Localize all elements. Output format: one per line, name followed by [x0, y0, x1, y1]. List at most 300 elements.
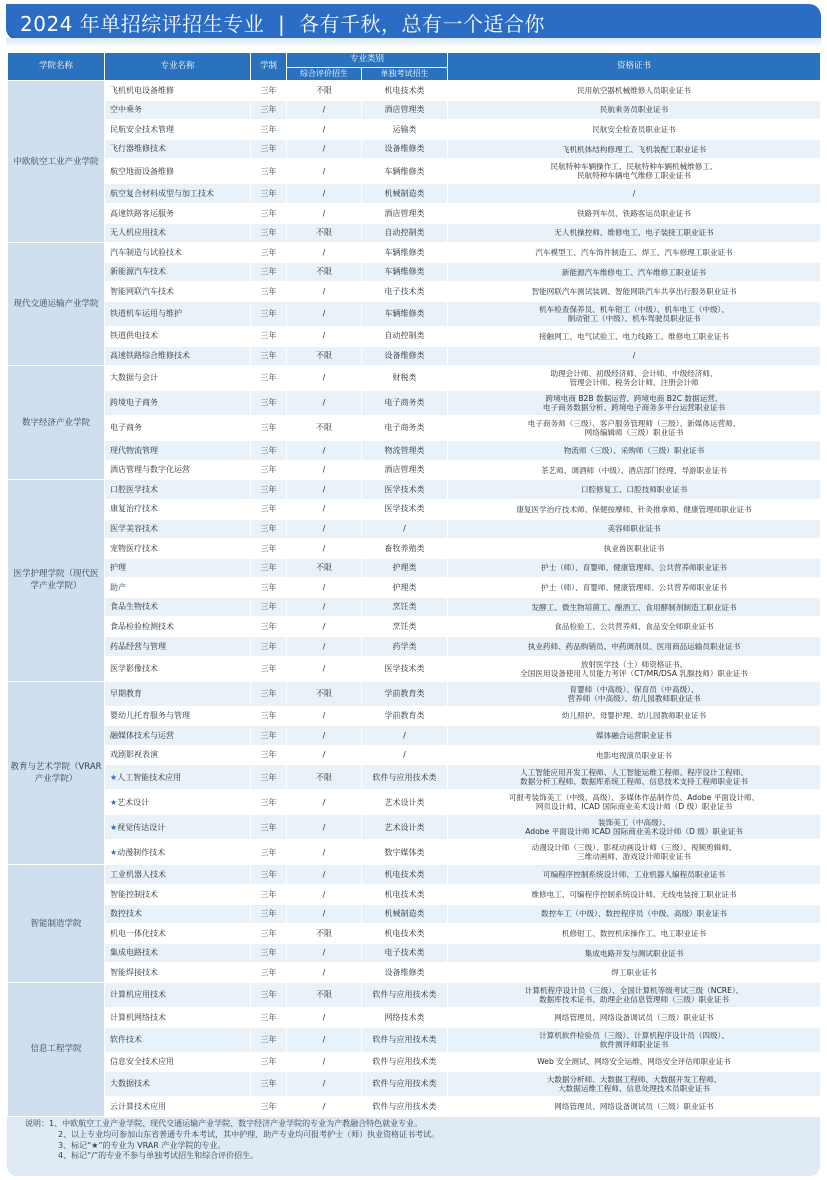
duration-cell: 三年 — [251, 159, 287, 184]
table-row — [8, 460, 821, 480]
single-exam-cell: 车辆维修类 — [362, 243, 448, 263]
certificate-line: 可编程序控制系统设计师、工业机器人编程员职业证书 — [542, 870, 726, 880]
single-exam-cell: 软件与应用技术类 — [362, 765, 448, 790]
banner-title: 2024 年单招综评招生专业 — [20, 12, 265, 36]
major-name-cell — [105, 840, 251, 865]
duration-cell: 三年 — [251, 139, 287, 159]
comprehensive-cell: 不限 — [287, 765, 362, 790]
major-name-cell — [105, 963, 251, 983]
comprehensive-cell: / — [287, 706, 362, 726]
major-name-cell — [105, 81, 251, 101]
comprehensive-cell: 不限 — [287, 558, 362, 578]
header-single: 单独考试招生 — [362, 68, 448, 81]
certificate-line: / — [632, 351, 636, 361]
footnotes — [25, 1119, 805, 1162]
single-exam-cell: 设备维修类 — [362, 963, 448, 983]
major-name: 婴幼儿托育服务与管理 — [110, 711, 190, 721]
comprehensive-cell: / — [287, 943, 362, 963]
certificate-line: 接触网工、电气试验工、电力线路工、维修电工职业证书 — [539, 331, 729, 341]
comprehensive-cell: / — [287, 301, 362, 326]
major-name: 口腔医学技术 — [110, 484, 158, 494]
certificate-cell — [448, 1008, 820, 1028]
duration-cell: 三年 — [251, 765, 287, 790]
duration-cell: 三年 — [251, 539, 287, 559]
single-exam-cell: 网络技术类 — [362, 1008, 448, 1028]
table-row — [8, 1097, 821, 1117]
table-row — [8, 223, 821, 243]
major-name: 医学美容技术 — [110, 524, 158, 534]
comprehensive-cell: / — [287, 617, 362, 637]
major-name: 智能网联汽车技术 — [110, 286, 174, 296]
certificate-cell — [448, 904, 820, 924]
certificate-cell — [448, 120, 820, 140]
duration-cell: 三年 — [251, 120, 287, 140]
duration-cell: 三年 — [251, 617, 287, 637]
single-exam-cell: 护理类 — [362, 558, 448, 578]
table-row — [8, 637, 821, 657]
major-name: 数控技术 — [110, 909, 142, 919]
major-name: 铁道供电技术 — [110, 331, 158, 341]
single-exam-cell: 艺术设计类 — [362, 815, 448, 840]
duration-cell: 三年 — [251, 243, 287, 263]
certificate-line: 可报考装饰美工（中级、高级）、多媒体作品制作员、Adobe 平面设计师、 — [508, 793, 760, 803]
single-exam-cell: 运输类 — [362, 120, 448, 140]
certificate-line: 口腔修复工、口腔技师职业证书 — [580, 485, 688, 495]
certificate-cell — [448, 765, 820, 790]
major-name: 计算机应用技术 — [110, 990, 166, 1000]
major-name: 康复治疗技术 — [110, 504, 158, 514]
comprehensive-cell: / — [287, 159, 362, 184]
duration-cell: 三年 — [251, 865, 287, 885]
certificate-line: 执业兽医职业证书 — [603, 543, 665, 553]
comprehensive-cell: / — [287, 790, 362, 815]
certificate-line: 民用航空器机械维修人员职业证书 — [577, 85, 691, 95]
duration-cell: 三年 — [251, 391, 287, 416]
single-exam-cell: 软件与应用技术类 — [362, 1027, 448, 1052]
major-name-cell — [105, 326, 251, 346]
major-name-cell — [105, 597, 251, 617]
major-name-cell — [105, 1008, 251, 1028]
certificate-cell — [448, 1097, 820, 1117]
duration-cell: 三年 — [251, 1052, 287, 1072]
major-name-cell — [105, 983, 251, 1008]
major-name-cell — [105, 282, 251, 302]
note-line: 2、以上专业均可参加山东省普通专升本考试，其中护理、助产专业均可报考护士（师）执业资格证书考试。 — [58, 1129, 440, 1139]
certificate-cell — [448, 963, 820, 983]
single-exam-cell: 自动控制类 — [362, 326, 448, 346]
duration-cell: 三年 — [251, 637, 287, 657]
certificate-line: 集成电路开发与测试职业证书 — [584, 948, 684, 958]
certificate-line: 电子商务师（三级）、客户服务管理师（三级）、新媒体运营师、 — [527, 419, 741, 429]
comprehensive-cell: / — [287, 243, 362, 263]
single-exam-cell: 烹饪类 — [362, 617, 448, 637]
certificate-line: 护士（师）、育婴师、健康管理师、公共营养师职业证书 — [540, 563, 728, 573]
major-name: 软件技术 — [110, 1034, 142, 1044]
single-exam-cell: 酒店管理类 — [362, 100, 448, 120]
major-name: 人工智能技术应用 — [117, 772, 182, 782]
certificate-cell — [448, 681, 820, 706]
major-name: 计算机网络技术 — [110, 1012, 166, 1022]
comprehensive-cell: / — [287, 1052, 362, 1072]
header-cert: 资格证书 — [448, 53, 820, 81]
single-exam-cell: 学前教育类 — [362, 706, 448, 726]
major-name: 艺术设计 — [117, 797, 150, 807]
certificate-cell — [448, 617, 820, 637]
certificate-cell — [448, 1072, 820, 1097]
single-exam-cell: 机电技术类 — [362, 81, 448, 101]
major-name-cell — [105, 539, 251, 559]
comprehensive-cell: 不限 — [287, 262, 362, 282]
certificate-line: 康复医学治疗技术师、保健按摩师、针灸推拿师、健康管理师职业证书 — [516, 504, 752, 514]
major-name: 工业机器人技术 — [110, 869, 166, 879]
certificate-line: 民航乘务员职业证书 — [599, 105, 669, 115]
certificate-cell — [448, 100, 820, 120]
major-name-cell — [105, 865, 251, 885]
certificate-line: 放射医学技（士）师资格证书、 — [580, 659, 688, 669]
major-name-cell — [105, 1027, 251, 1052]
comprehensive-cell: / — [287, 184, 362, 204]
major-name-cell — [105, 346, 251, 366]
major-name-cell — [105, 1097, 251, 1117]
duration-cell: 三年 — [251, 815, 287, 840]
major-name: 空中乘务 — [110, 105, 142, 115]
certificate-line: 执业药师、药品购销员、中药调剂员、医用商品运输员职业证书 — [527, 641, 741, 651]
major-name: 宠物医疗技术 — [110, 543, 158, 553]
table-row — [8, 243, 821, 263]
major-name: 大数据技术 — [110, 1079, 150, 1089]
table-row — [8, 519, 821, 539]
table-row — [8, 301, 821, 326]
comprehensive-cell: / — [287, 366, 362, 391]
certificate-cell — [448, 706, 820, 726]
duration-cell: 三年 — [251, 366, 287, 391]
certificate-line: 装饰美工（中高级）、 — [597, 818, 671, 828]
major-name-cell — [105, 499, 251, 519]
certificate-line: 网络管理员、网络设备调试员（三级）职业证书 — [554, 1101, 714, 1111]
certificate-line: Web 安全测试、网络安全运维、网络安全评估师职业证书 — [537, 1057, 731, 1067]
star-marker: ★ — [110, 822, 118, 832]
certificate-line: / — [632, 189, 636, 199]
comprehensive-cell: / — [287, 100, 362, 120]
banner-text — [20, 8, 545, 37]
comprehensive-cell: / — [287, 282, 362, 302]
single-exam-cell: 电子技术类 — [362, 943, 448, 963]
comprehensive-cell: / — [287, 203, 362, 223]
header-comprehensive: 综合评价招生 — [287, 68, 362, 81]
single-exam-cell: 机械制造类 — [362, 184, 448, 204]
certificate-cell — [448, 499, 820, 519]
table-row — [8, 1052, 821, 1072]
certificate-cell — [448, 637, 820, 657]
major-name-cell — [105, 460, 251, 480]
certificate-line: 电影电视演员职业证书 — [596, 750, 672, 760]
duration-cell: 三年 — [251, 203, 287, 223]
duration-cell: 三年 — [251, 578, 287, 598]
major-name-cell — [105, 1072, 251, 1097]
major-name: 飞行器维修技术 — [110, 144, 166, 154]
comprehensive-cell: / — [287, 840, 362, 865]
certificate-line: 数据分析工程师、数据库系统工程师、信息技术支持工程师职业证书 — [520, 777, 748, 787]
table-row — [8, 159, 821, 184]
single-exam-cell: 学前教育类 — [362, 681, 448, 706]
duration-cell: 三年 — [251, 460, 287, 480]
comprehensive-cell: / — [287, 441, 362, 461]
certificate-cell — [448, 184, 820, 204]
major-name-cell — [105, 656, 251, 681]
major-name: 医学影像技术 — [110, 663, 158, 673]
comprehensive-cell: / — [287, 865, 362, 885]
duration-cell: 三年 — [251, 597, 287, 617]
comprehensive-cell: / — [287, 1072, 362, 1097]
table-row — [8, 656, 821, 681]
header-category: 专业类别 — [287, 53, 448, 68]
certificate-line: 民航安全检查员职业证书 — [592, 124, 676, 134]
duration-cell: 三年 — [251, 745, 287, 765]
table-row — [8, 539, 821, 559]
major-name: 铁道机车运用与维护 — [110, 309, 182, 319]
comprehensive-cell: / — [287, 460, 362, 480]
major-name: 助产 — [110, 582, 126, 592]
major-name: 跨境电子商务 — [110, 398, 158, 408]
school-name-cell: 中欧航空工业产业学院 — [8, 81, 105, 243]
star-marker: ★ — [110, 847, 118, 857]
table-row — [8, 282, 821, 302]
comprehensive-cell: / — [287, 726, 362, 746]
comprehensive-cell: / — [287, 120, 362, 140]
major-name: 信息安全技术应用 — [110, 1057, 174, 1067]
major-name: 食品生物技术 — [110, 602, 158, 612]
comprehensive-cell: / — [287, 139, 362, 159]
single-exam-cell: 酒店管理类 — [362, 203, 448, 223]
certificate-cell — [448, 1052, 820, 1072]
certificate-cell — [448, 539, 820, 559]
single-exam-cell: / — [362, 726, 448, 746]
major-name: 航空地面设备维修 — [110, 166, 174, 176]
school-name-cell: 数字经济产业学院 — [8, 366, 105, 480]
certificate-cell — [448, 391, 820, 416]
certificate-cell — [448, 139, 820, 159]
comprehensive-cell: 不限 — [287, 416, 362, 441]
certificate-line: 民航特种车辆电气维修工职业证书 — [577, 171, 691, 181]
comprehensive-cell: / — [287, 885, 362, 905]
star-marker: ★ — [110, 797, 118, 807]
major-name: 智能焊接技术 — [110, 967, 158, 977]
table-row — [8, 790, 821, 815]
table-row — [8, 81, 821, 101]
certificate-cell — [448, 726, 820, 746]
certificate-line: 大数据分析师、大数据工程师、大数据开发工程师、 — [546, 1075, 722, 1085]
comprehensive-cell: / — [287, 1097, 362, 1117]
certificate-line: 美容师职业证书 — [607, 524, 661, 534]
single-exam-cell: 护理类 — [362, 578, 448, 598]
major-name-cell — [105, 558, 251, 578]
certificate-line: 育婴师（中高级）、保育员（中高级）、 — [569, 684, 699, 694]
table-row — [8, 203, 821, 223]
duration-cell: 三年 — [251, 1072, 287, 1097]
table-row — [8, 943, 821, 963]
certificate-line: 机车检查保养员、机车钳工（中级）、机车电工（中级）、 — [539, 304, 729, 314]
duration-cell: 三年 — [251, 840, 287, 865]
major-name-cell — [105, 815, 251, 840]
certificate-cell — [448, 983, 820, 1008]
single-exam-cell: / — [362, 519, 448, 539]
note-line: 说明：1、中欧航空工业产业学院、现代交通运输产业学院、数字经济产业学院的专业为产教融合特色就业专业。 — [25, 1119, 423, 1128]
duration-cell: 三年 — [251, 1008, 287, 1028]
major-name: 大数据与会计 — [110, 373, 158, 383]
table-row — [8, 726, 821, 746]
table-row — [8, 480, 821, 500]
header-major: 专业名称 — [105, 53, 251, 81]
certificate-line: 食品检验工、公共营养师、食品安全师职业证书 — [554, 622, 714, 632]
duration-cell: 三年 — [251, 726, 287, 746]
comprehensive-cell: / — [287, 637, 362, 657]
duration-cell: 三年 — [251, 100, 287, 120]
certificate-line: 智能网联汽车测试装调、智能网联汽车共享出行服务职业证书 — [531, 287, 737, 297]
certificate-line: 助理会计师、初级经济师、会计师、中级经济师、 — [550, 369, 718, 379]
major-name: 汽车制造与试验技术 — [110, 247, 182, 257]
major-name: 航空复合材料成型与加工技术 — [110, 188, 214, 198]
table-row — [8, 262, 821, 282]
comprehensive-cell: / — [287, 963, 362, 983]
certificate-line: 机修钳工、数控机床操作工、电工职业证书 — [561, 929, 707, 939]
certificate-line: 跨境电商 B2B 数据运营、跨境电商 B2C 数据运营、 — [545, 394, 723, 404]
major-name-cell — [105, 139, 251, 159]
single-exam-cell: 软件与应用技术类 — [362, 1052, 448, 1072]
duration-cell: 三年 — [251, 558, 287, 578]
duration-cell: 三年 — [251, 1097, 287, 1117]
table-row — [8, 983, 821, 1008]
certificate-line: 幼儿照护、母婴护理、幼儿园教师职业证书 — [561, 711, 707, 721]
single-exam-cell: 车辆维修类 — [362, 301, 448, 326]
certificate-cell — [448, 460, 820, 480]
duration-cell: 三年 — [251, 346, 287, 366]
certificate-cell — [448, 578, 820, 598]
page-banner — [6, 4, 821, 38]
major-name-cell — [105, 441, 251, 461]
single-exam-cell: 烹饪类 — [362, 597, 448, 617]
duration-cell: 三年 — [251, 681, 287, 706]
single-exam-cell: 电子技术类 — [362, 282, 448, 302]
certificate-line: 护士（师）、育婴师、健康管理师、公共营养师职业证书 — [540, 583, 728, 593]
certificate-cell — [448, 480, 820, 500]
certificate-cell — [448, 262, 820, 282]
major-name: 融媒体技术与运营 — [110, 730, 174, 740]
table-row — [8, 558, 821, 578]
comprehensive-cell: 不限 — [287, 346, 362, 366]
note-line: 3、标记“★”的专业为 VRAR 产业学院的专业。 — [58, 1140, 226, 1150]
certificate-line: 电子商务数据分析、跨境电子商务多平台运营职业证书 — [542, 403, 726, 413]
certificate-cell — [448, 203, 820, 223]
major-name-cell — [105, 301, 251, 326]
major-name-cell — [105, 243, 251, 263]
table-row — [8, 745, 821, 765]
duration-cell: 三年 — [251, 885, 287, 905]
duration-cell: 三年 — [251, 924, 287, 944]
comprehensive-cell: / — [287, 597, 362, 617]
table-row — [8, 441, 821, 461]
comprehensive-cell: / — [287, 391, 362, 416]
table-row — [8, 904, 821, 924]
duration-cell: 三年 — [251, 81, 287, 101]
single-exam-cell: 财税类 — [362, 366, 448, 391]
major-name: 戏剧影视表演 — [110, 750, 158, 760]
major-name-cell — [105, 924, 251, 944]
banner-separator: | — [277, 12, 286, 36]
table-row — [8, 1027, 821, 1052]
majors-table — [7, 52, 820, 1117]
certificate-cell — [448, 885, 820, 905]
certificate-cell — [448, 943, 820, 963]
comprehensive-cell: 不限 — [287, 924, 362, 944]
table-body — [8, 81, 821, 1117]
banner-slogan: 各有千秋，总有一个适合你 — [298, 12, 545, 36]
table-row — [8, 840, 821, 865]
single-exam-cell: 物流管理类 — [362, 441, 448, 461]
certificate-cell — [448, 558, 820, 578]
major-name-cell — [105, 617, 251, 637]
certificate-line: 计算机软件检验员（三级）、计算机程序设计员（四级）、 — [539, 1030, 729, 1040]
table-row — [8, 366, 821, 391]
major-name-cell — [105, 765, 251, 790]
certificate-cell — [448, 745, 820, 765]
table-row — [8, 1008, 821, 1028]
table-row — [8, 346, 821, 366]
certificate-line: 无人机操控师、维修电工、电子装接工职业证书 — [554, 228, 714, 238]
single-exam-cell: 电子商务类 — [362, 416, 448, 441]
table-row — [8, 765, 821, 790]
certificate-cell — [448, 441, 820, 461]
comprehensive-cell: / — [287, 904, 362, 924]
single-exam-cell: 数字媒体类 — [362, 840, 448, 865]
comprehensive-cell: / — [287, 578, 362, 598]
duration-cell: 三年 — [251, 519, 287, 539]
certificate-line: 飞机机体结构修理工、飞机装配工职业证书 — [561, 144, 707, 154]
single-exam-cell: 机电技术类 — [362, 865, 448, 885]
certificate-cell — [448, 865, 820, 885]
major-name-cell — [105, 745, 251, 765]
table-row — [8, 924, 821, 944]
major-name: 无人机应用技术 — [110, 228, 166, 238]
table-row — [8, 139, 821, 159]
certificate-cell — [448, 790, 820, 815]
certificate-line: 动漫设计师（三级）、影视动画设计师（三级）、视频剪辑师、 — [531, 843, 737, 853]
duration-cell: 三年 — [251, 904, 287, 924]
major-name-cell — [105, 706, 251, 726]
certificate-line: 茶艺师、调酒师（中级）、酒店部门经理、导游职业证书 — [540, 465, 728, 475]
major-name: 食品检验检测技术 — [110, 622, 174, 632]
comprehensive-cell: / — [287, 1027, 362, 1052]
certificate-line: 大数据运维工程师、信息处理技术员职业证书 — [558, 1084, 710, 1094]
table-row — [8, 120, 821, 140]
comprehensive-cell: / — [287, 815, 362, 840]
certificate-cell — [448, 81, 820, 101]
table-row — [8, 885, 821, 905]
major-name: 动漫制作技术 — [117, 847, 166, 857]
certificate-cell — [448, 326, 820, 346]
certificate-cell — [448, 815, 820, 840]
major-name: 酒店管理与数字化运营 — [110, 465, 190, 475]
major-name: 药品经营与管理 — [110, 641, 166, 651]
major-name-cell — [105, 184, 251, 204]
single-exam-cell: 机械制造类 — [362, 904, 448, 924]
major-name: 集成电路技术 — [110, 948, 158, 958]
school-name-cell: 现代交通运输产业学院 — [8, 243, 105, 366]
table-panel — [7, 52, 820, 1176]
table-row — [8, 416, 821, 441]
single-exam-cell: 机电技术类 — [362, 885, 448, 905]
single-exam-cell: 艺术设计类 — [362, 790, 448, 815]
header-duration: 学制 — [251, 53, 287, 81]
